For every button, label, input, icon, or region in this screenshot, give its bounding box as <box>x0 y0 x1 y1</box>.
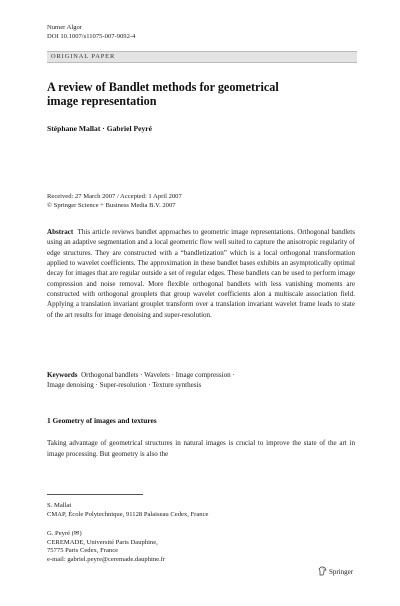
keywords-line-1: Orthogonal bandlets · Wavelets · Image compression · <box>81 371 235 379</box>
journal-header <box>47 24 135 41</box>
doi: DOI 10.1007/s11075-007-9092-4 <box>47 32 136 40</box>
section-body: Taking advantage of geometrical structures in natural images is crucial to improve the state of the art in image processing. But geometry is also the <box>47 439 355 459</box>
affiliation-1 <box>47 502 208 519</box>
abstract-text: This article reviews bandlet approaches to geometric image representations. Orthogonal bandlets using an adaptive segmentation and a local geometric flow well suited to capture the anisotropic regularity of edge structures. They are constructed with a “bandletization” which is a local orthogonal transformation applied to wavelet coefficients. The approximation in these bandlet bases exhibits an asymptotically optimal decay for images that are regular outside a set of regular edges. These bandlets can be used to perform image compression and noise removal. More flexible orthogonal bandlets with less vanishing moments are constructed with orthogonal grouplets that group wavelet coefficients alon a multiscale association field. Applying a translation invariant grouplet transform over a translation invariant wavelet frame leads to state of the art results for image denoising and super-resolution. <box>47 228 356 319</box>
footnote-rule <box>47 494 143 495</box>
publisher-name: Springer <box>329 568 354 576</box>
abstract-heading: Abstract <box>47 228 74 236</box>
article-type-bar <box>47 51 357 63</box>
title-line-1: A review of Bandlet methods for geometrical <box>47 80 279 94</box>
section-heading: 1 Geometry of images and textures <box>47 416 157 425</box>
author-1-name: S. Mallat <box>47 502 72 509</box>
keywords-heading: Keywords <box>47 371 78 379</box>
author-2-address-1: CEREMADE, Université Paris Dauphine, <box>47 538 158 546</box>
received-accepted: Received: 27 March 2007 / Accepted: 1 April 2007 <box>47 193 182 200</box>
abstract <box>47 227 355 320</box>
publisher-logo <box>318 567 353 577</box>
springer-horse-icon <box>318 563 327 581</box>
author-1-address: CMAP, École Polytechnique, 91128 Palaiseau Cedex, France <box>47 510 209 518</box>
author-2-email: e-mail: gabriel.peyre@ceremade.dauphine.fr <box>47 555 166 563</box>
paper-title <box>47 80 347 108</box>
journal-name: Numer Algor <box>47 24 82 31</box>
author-2-address-2: 75775 Paris Cedex, France <box>47 547 119 555</box>
authors: Stéphane Mallat · Gabriel Peyré <box>47 124 153 133</box>
keywords <box>47 370 355 391</box>
affiliation-2 <box>47 530 165 564</box>
title-line-2: image representation <box>47 94 157 108</box>
copyright: © Springer Science + Business Media B.V. 2007 <box>47 201 176 209</box>
publication-dates <box>47 193 182 210</box>
article-type-label: ORIGINAL PAPER <box>51 53 116 60</box>
keywords-line-2: Image denoising · Super-resolution · Texture synthesis <box>47 381 202 390</box>
author-2-name: G. Peyré (✉) <box>47 530 82 537</box>
